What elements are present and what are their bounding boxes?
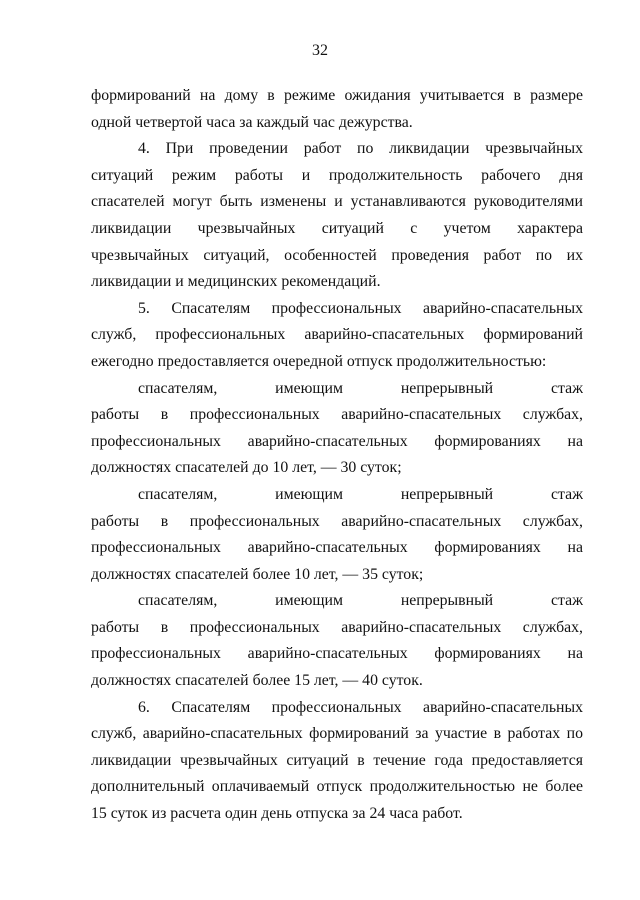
text-line: должностях спасателей до 10 лет, — 30 суток;	[91, 459, 402, 477]
body-text	[91, 83, 583, 828]
text-line: профессиональных аварийно-спасательных формированиях на	[91, 645, 583, 663]
text-line: профессиональных аварийно-спасательных формированиях на	[91, 539, 583, 557]
text-line: спасателям, имеющим непрерывный стаж	[138, 592, 583, 610]
text-line: ликвидации и медицинских рекомендаций.	[91, 273, 381, 291]
text-line: работы в профессиональных аварийно-спасательных службах,	[91, 618, 583, 636]
text-line: одной четвертой часа за каждый час дежурства.	[91, 113, 413, 131]
paragraph-6	[91, 588, 583, 694]
page-number: 32	[312, 42, 328, 59]
text-line: формирований на дому в режиме ожидания учитывается в размере	[91, 87, 583, 104]
text-line: должностях спасателей более 15 лет, — 40 суток.	[91, 672, 423, 690]
text-line: спасателям, имеющим непрерывный стаж	[138, 485, 583, 503]
text-line: ситуаций режим работы и продолжительность рабочего дня	[91, 166, 583, 184]
text-line: работы в профессиональных аварийно-спасательных службах,	[91, 406, 583, 424]
text-line: должностях спасателей более 10 лет, — 35 суток;	[91, 565, 424, 583]
paragraph-7	[91, 695, 583, 828]
text-line: ежегодно предоставляется очередной отпуск продолжительностью:	[91, 352, 547, 370]
text-line: спасателей могут быть изменены и устанавливаются руководителями	[91, 193, 583, 211]
paragraph-5	[91, 482, 583, 588]
text-line: ликвидации чрезвычайных ситуаций в течение года предоставляется	[91, 751, 583, 769]
paragraph-1	[91, 83, 583, 136]
text-line: чрезвычайных ситуаций, особенностей проведения работ по их	[91, 246, 583, 264]
text-line: профессиональных аварийно-спасательных формированиях на	[91, 432, 583, 450]
text-line: 4. При проведении работ по ликвидации чрезвычайных	[138, 140, 583, 158]
text-line: 15 суток из расчета один день отпуска за 24 часа работ.	[91, 805, 463, 823]
paragraph-4	[91, 376, 583, 482]
text-line: служб, профессиональных аварийно-спасательных формирований	[91, 326, 583, 344]
text-line: 5. Спасателям профессиональных аварийно-спасательных	[138, 299, 583, 317]
text-line: 6. Спасателям профессиональных аварийно-спасательных	[138, 698, 583, 716]
paragraph-3	[91, 296, 583, 376]
text-line: спасателям, имеющим непрерывный стаж	[138, 379, 583, 397]
text-line: служб, аварийно-спасательных формирований за участие в работах по	[91, 725, 583, 743]
text-line: работы в профессиональных аварийно-спасательных службах,	[91, 512, 583, 530]
paragraph-2	[91, 136, 583, 296]
text-line: дополнительный оплачиваемый отпуск продолжительностью не более	[91, 778, 583, 796]
text-line: ликвидации чрезвычайных ситуаций с учетом характера	[91, 219, 583, 237]
